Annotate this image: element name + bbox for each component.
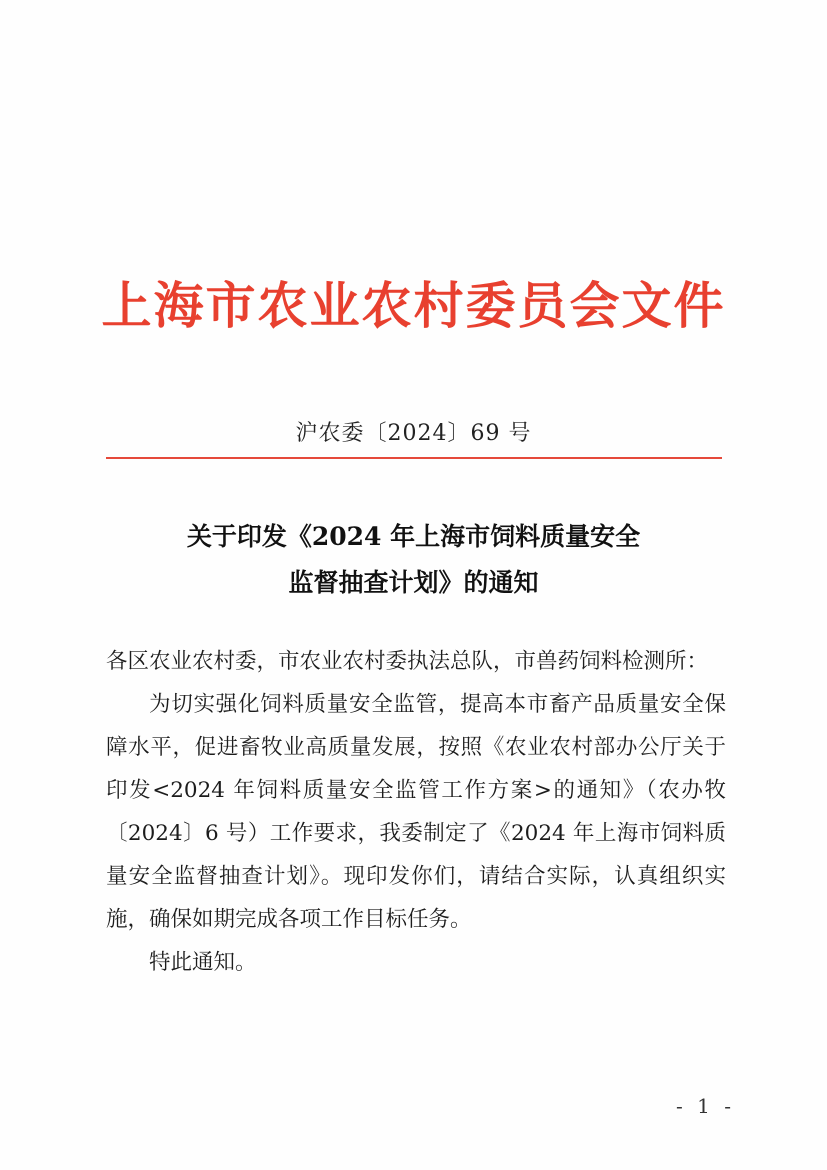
body-paragraph: 为切实强化饲料质量安全监管，提高本市畜产品质量安全保障水平，促进畜牧业高质量发展，按照《农业农村部办公厅关于印发<2024 年饲料质量安全监管工作方案>的通知》（农办牧〔2024〕6 号）工作要求，我委制定了《2024 年上海市饲料质量安全监督抽查计划》。现印发你们，请结合实际，认真组织实施，确保如期完成各项工作目标任务。 — [106, 692, 726, 932]
page-number: - 1 - — [676, 1094, 735, 1118]
notice-title-line-1: 关于印发《2024 年上海市饲料质量安全 — [186, 522, 641, 551]
notice-body — [106, 640, 726, 984]
addressees: 各区农业农村委，市农业农村委执法总队，市兽药饲料检测所： — [106, 649, 709, 674]
red-divider-line — [106, 457, 722, 459]
notice-title — [0, 514, 827, 606]
notice-title-line-2: 监督抽查计划》的通知 — [288, 568, 539, 597]
closing-line: 特此通知。 — [149, 950, 257, 975]
masthead-title: 上海市农业农村委员会文件 — [101, 276, 726, 335]
document-number: 沪农委〔2024〕69 号 — [295, 421, 532, 446]
